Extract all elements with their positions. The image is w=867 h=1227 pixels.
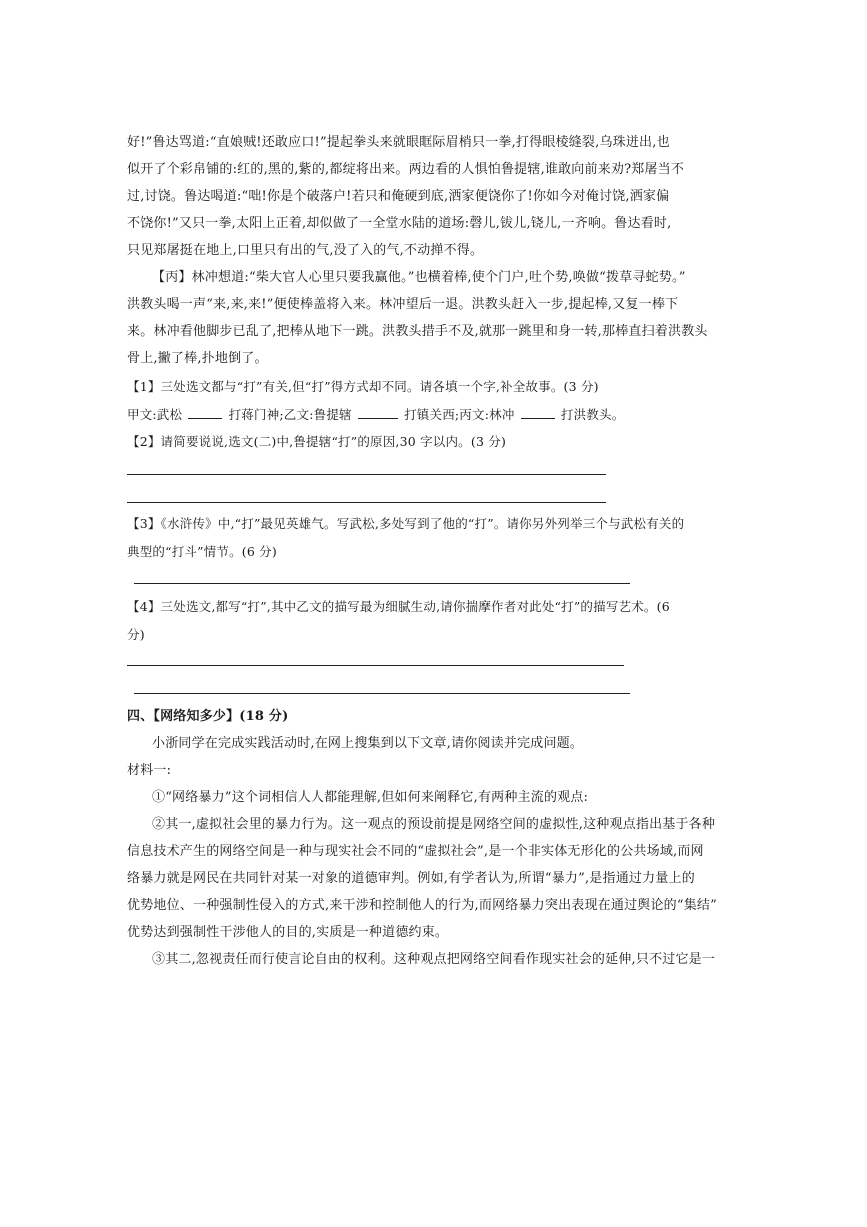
q2-answer-line-1[interactable]	[127, 474, 606, 475]
passage-bing-line-4: 骨上,撇了棒,扑地倒了。	[127, 351, 268, 366]
question-4-prompt-line-2: 分)	[127, 627, 145, 642]
passage-yi-line-3: 过,讨饶。鲁达喝道:“咄!你是个破落户!若只和俺硬到底,洒家便饶你了!你如今对俺讨饶,洒家偏	[127, 189, 670, 204]
material-paragraph-2-line-3: 络暴力就是网民在共同针对某一对象的道德审判。例如,有学者认为,所谓“暴力”,是指通过力量上的	[127, 871, 695, 886]
section-4-intro: 小浙同学在完成实践活动时,在网上搜集到以下文章,请你阅读并完成问题。	[152, 736, 584, 751]
material-paragraph-3-line-1: ③其二,忽视责任而行使言论自由的权利。这种观点把网络空间看作现实社会的延伸,只不过它是一	[152, 952, 716, 967]
material-paragraph-2-line-2: 信息技术产生的网络空间是一种与现实社会不同的“虚拟社会”,是一个非实体无形化的公共场域,而网	[127, 844, 704, 859]
passage-yi-line-2: 似开了个彩帛铺的:红的,黑的,紫的,都绽将出来。两边看的人惧怕鲁提辖,谁敢向前来劝?郑屠当不	[127, 162, 685, 177]
q1-blank-1[interactable]	[188, 406, 222, 419]
passage-yi-line-4: 不饶你!”又只一拳,太阳上正着,却似做了一全堂水陆的道场:磬儿,钹儿,铙儿,一齐响。鲁达看时,	[127, 216, 672, 231]
material-one-label: 材料一:	[127, 763, 172, 778]
material-paragraph-1: ①“网络暴力”这个词相信人人都能理解,但如何来阐释它,有两种主流的观点:	[152, 790, 589, 805]
q4-answer-line-1[interactable]	[127, 665, 624, 666]
material-paragraph-2-line-1: ②其一,虚拟社会里的暴力行为。这一观点的预设前提是网络空间的虚拟性,这种观点指出基于各种	[152, 817, 716, 832]
q1-part-b: 打蒋门神;乙文:鲁提辖	[228, 407, 352, 422]
q1-part-c: 打镇关西;丙文:林冲	[404, 407, 515, 422]
passage-yi-line-1: 好!”鲁达骂道:“直娘贼!还敢应口!”提起拳头来就眼眶际眉梢只一拳,打得眼棱缝裂,乌珠迸出,也	[127, 135, 670, 150]
q1-part-a: 甲文:武松	[127, 407, 183, 422]
question-3-prompt-line-1: 【3】《水浒传》中,“打”最见英雄气。写武松,多处写到了他的“打”。请你另外列举三个与武松有关的	[127, 516, 685, 531]
q2-answer-line-2[interactable]	[127, 502, 606, 503]
question-4-prompt-line-1: 【4】三处选文,都写“打”,其中乙文的描写最为细腻生动,请你揣摩作者对此处“打”的描写艺术。(6	[127, 599, 670, 614]
question-1-answer-line	[127, 406, 624, 424]
passage-bing-line-1: 【丙】林冲想道:“柴大官人心里只要我赢他。”也横着棒,使个门户,吐个势,唤做“拨草寻蛇势。”	[152, 270, 686, 285]
q1-part-d: 打洪教头。	[560, 407, 625, 422]
q3-answer-line[interactable]	[134, 583, 630, 584]
question-3-prompt-line-2: 典型的“打斗”情节。(6 分)	[127, 544, 277, 559]
q4-answer-line-2[interactable]	[134, 693, 630, 694]
passage-yi-line-5: 只见郑屠挺在地上,口里只有出的气,没了入的气,不动掸不得。	[127, 243, 484, 258]
q1-blank-3[interactable]	[521, 406, 555, 419]
question-2-prompt: 【2】请简要说说,选文(二)中,鲁提辖“打”的原因,30 字以内。(3 分)	[127, 434, 507, 449]
material-paragraph-2-line-4: 优势地位、一种强制性侵入的方式,来干涉和控制他人的行为,而网络暴力突出表现在通过舆论的“集结”	[127, 898, 717, 913]
q1-blank-2[interactable]	[358, 406, 398, 419]
question-1-prompt: 【1】三处选文都与“打”有关,但“打”得方式却不同。请各填一个字,补全故事。(3 分)	[127, 379, 599, 394]
passage-bing-line-2: 洪教头喝一声“来,来,来!”便使棒盖将入来。林冲望后一退。洪教头赶入一步,提起棒,又复一棒下	[127, 297, 679, 312]
passage-bing-line-3: 来。林冲看他脚步已乱了,把棒从地下一跳。洪教头措手不及,就那一跳里和身一转,那棒直扫着洪教头	[127, 324, 708, 339]
section-4-heading: 四、【网络知多少】(18 分)	[127, 709, 289, 724]
material-paragraph-2-line-5: 优势达到强制性干涉他人的目的,实质是一种道德约束。	[127, 925, 449, 940]
